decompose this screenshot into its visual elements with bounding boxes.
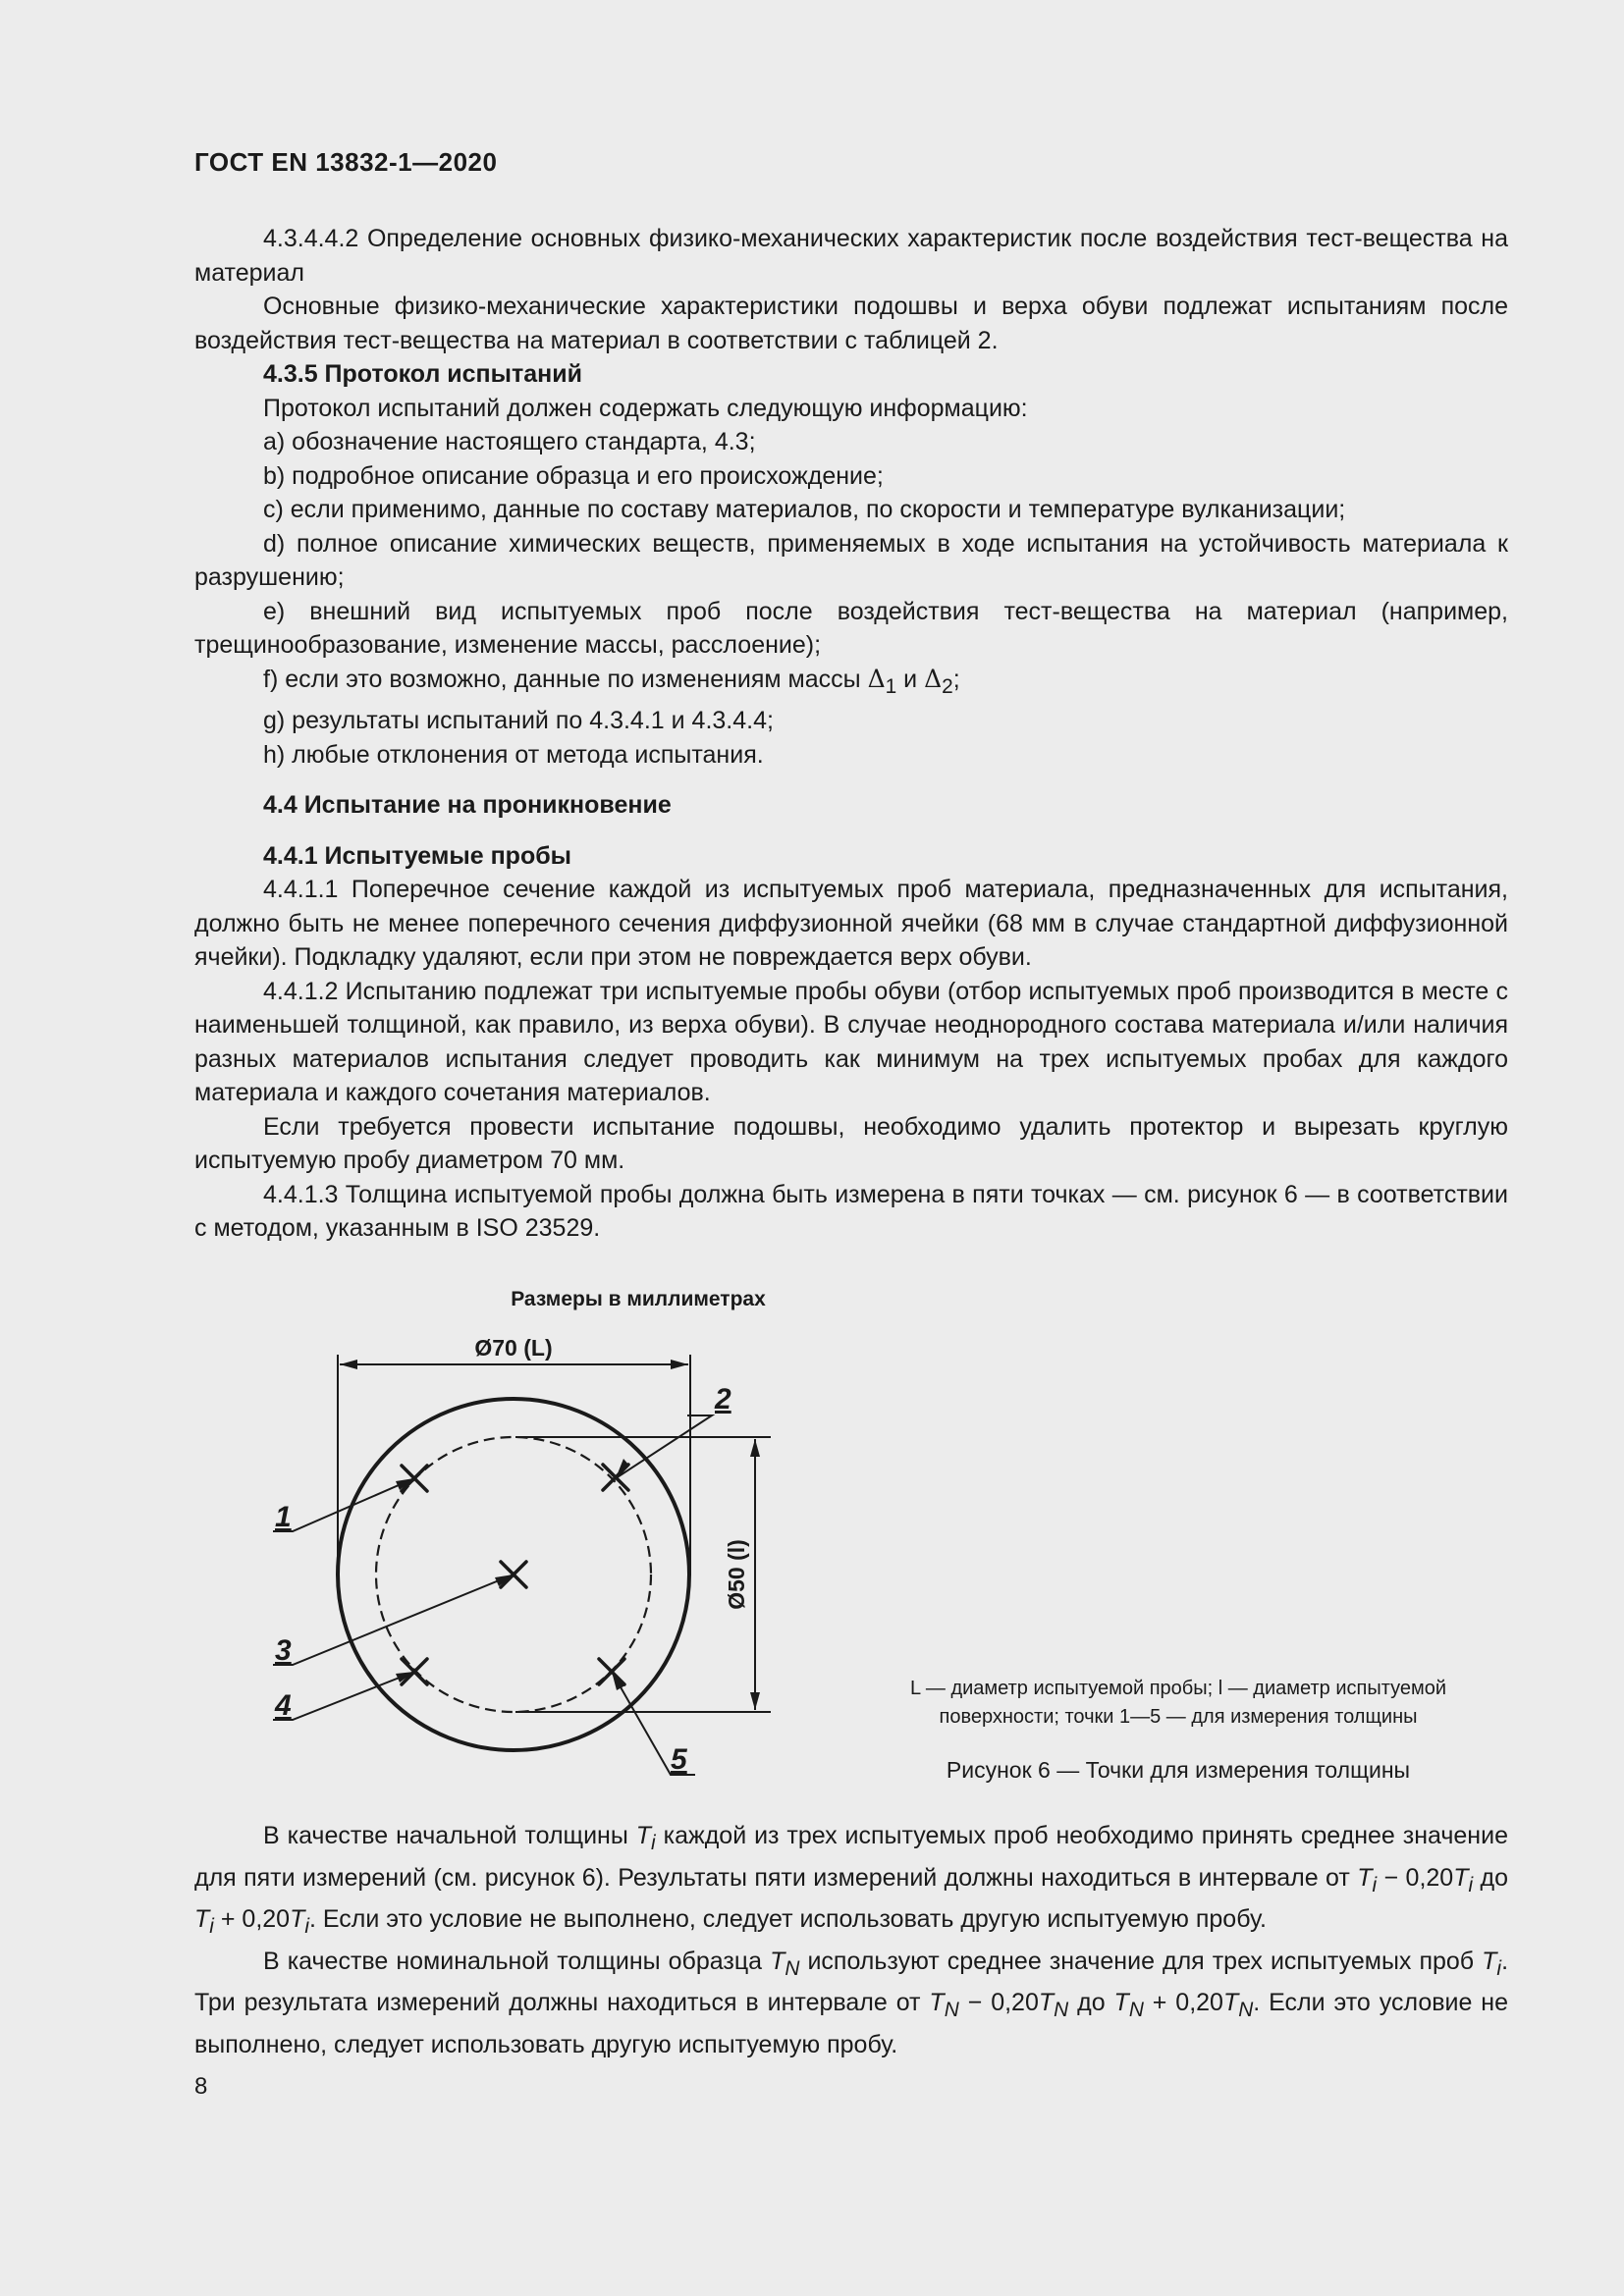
figure-caption: Рисунок 6 — Точки для измерения толщины <box>946 1757 1411 1783</box>
inner-diameter-label: Ø50 (l) <box>724 1539 749 1610</box>
body-text-bottom <box>194 1819 1508 2061</box>
paragraph: В качестве номинальной толщины образца $T_N$ используют среднее значение для трех испытуемых проб $T_i$. Три результата измерений должны находиться в интервале от $T_N - 0,20T_N$ до $T_N + 0,20T_N$. Если это условие не выполнено, следует использовать другую испытуемую пробу. <box>194 1947 1509 2058</box>
legend-line: поверхности; точки 1—5 — для измерения толщины <box>939 1706 1418 1728</box>
paragraph: Если требуется провести испытание подошвы, необходимо удалить протектор и вырезать круглую испытуемую пробу диаметром 70 мм. <box>194 1112 1508 1174</box>
arrowhead <box>671 1360 688 1369</box>
list-item: h) любые отклонения от метода испытания. <box>263 740 764 769</box>
figure-legend <box>844 1675 1512 1732</box>
arrowhead <box>750 1692 760 1710</box>
list-item: b) подробное описание образца и его происхождение; <box>263 461 884 490</box>
list-item: c) если применимо, данные по составу материалов, по скорости и температуре вулканизации; <box>263 496 1346 523</box>
list-item: d) полное описание химических веществ, применяемых в ходе испытания на устойчивость материала к разрушению; <box>194 529 1508 591</box>
section-heading: 4.3.5 Протокол испытаний <box>263 360 582 388</box>
paragraph: 4.4.1.1 Поперечное сечение каждой из испытуемых проб материала, предназначенных для испытания, должно быть не менее поперечного сечения диффузионной ячейки (68 мм в случае стандартной диффузионной ячейки). Подкладку удаляют, если при этом не повреждается верх обуви. <box>194 876 1508 971</box>
paragraph: Основные физико-механические характеристики подошвы и верха обуви подлежат испытаниям после воздействия тест-вещества на материал в соответствии с таблицей 2. <box>194 293 1508 354</box>
paragraph: 4.4.1.3 Толщина испытуемой пробы должна быть измерена в пяти точках — см. рисунок 6 — в соответствии с методом, указанным в ISO 23529. <box>194 1180 1508 1242</box>
callout-label: 4 <box>275 1689 292 1722</box>
paragraph: 4.4.1.2 Испытанию подлежат три испытуемые пробы обуви (отбор испытуемых проб производится в месте с наименьшей толщиной, как правило, из верха обуви). В случае неоднородного состава материала и/или наличия разных материалов испытания следует проводить как минимум на трех испытуемых пробах для каждого материала и каждого сочетания материалов. <box>194 977 1508 1106</box>
document-header: ГОСТ EN 13832-1—2020 <box>194 147 498 177</box>
outer-diameter-label: Ø70 (L) <box>474 1335 553 1361</box>
list-item: a) обозначение настоящего стандарта, 4.3; <box>263 428 756 455</box>
arrowhead <box>340 1360 357 1369</box>
callout-label: 2 <box>715 1383 731 1415</box>
subsection-heading: 4.4.1 Испытуемые пробы <box>263 841 572 870</box>
page-number: 8 <box>194 2073 208 2100</box>
list-item: f) если это возможно, данные по изменениям массы $\Delta_1$ и $\Delta_2$; <box>263 664 960 698</box>
paragraph: 4.3.4.4.2 Определение основных физико-механических характеристик после воздействия тест-вещества на материал <box>194 225 1508 287</box>
legend-line: L — диаметр испытуемой пробы; l — диаметр испытуемой <box>909 1678 1447 1699</box>
figure-6 <box>0 1276 1624 1806</box>
paragraph: В качестве начальной толщины $T_i$ каждой из трех испытуемых проб необходимо принять среднее значение для пяти измерений (см. рисунок 6). Результаты пяти измерений должны находиться в интервале от $T_i - 0,20T_i$ до $T_i + 0,20T_i$. Если это условие не выполнено, следует использовать другую испытуемую пробу. <box>194 1822 1509 1938</box>
paragraph: Протокол испытаний должен содержать следующую информацию: <box>263 394 1028 422</box>
list-item: e) внешний вид испытуемых проб после воздействия тест-вещества на материал (например, трещинообразование, изменение массы, расслоение); <box>194 597 1508 659</box>
callout-label: 5 <box>671 1743 687 1776</box>
measurement-cross-marks <box>402 1465 628 1684</box>
callout-label: 3 <box>275 1634 292 1667</box>
section-heading: 4.4 Испытание на проникновение <box>263 791 672 819</box>
arrowhead <box>750 1439 760 1457</box>
body-text-top <box>194 222 1508 1246</box>
units-label: Размеры в миллиметрах <box>511 1288 766 1310</box>
callout-label: 1 <box>275 1501 292 1533</box>
list-item: g) результаты испытаний по 4.3.4.1 и 4.3.4.4; <box>263 707 774 734</box>
